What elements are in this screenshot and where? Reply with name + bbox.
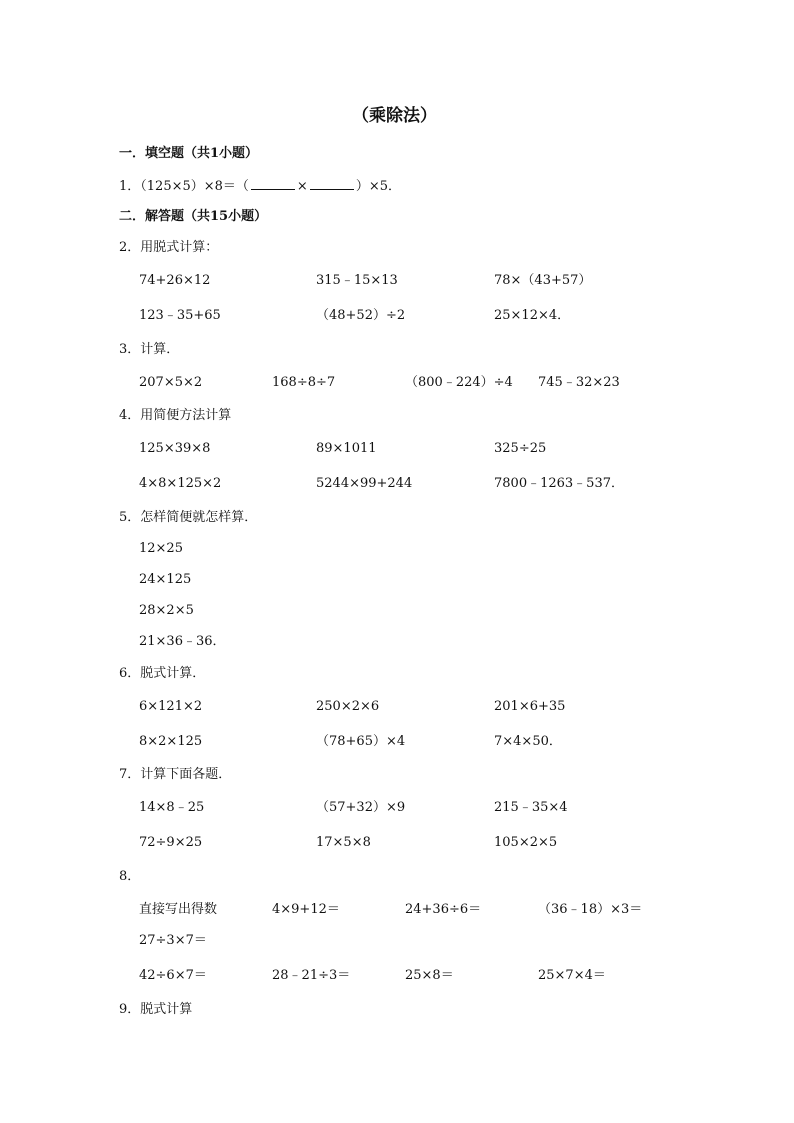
question-1-times: ×	[296, 179, 308, 194]
expression: （800﹣224）÷4	[405, 375, 513, 390]
expression: 5244×99+244	[316, 476, 413, 491]
expression: 7800﹣1263﹣537．	[494, 476, 624, 491]
expression: 78×（43+57）	[494, 273, 592, 288]
expression: 105×2×5	[494, 835, 558, 850]
expression: 6×121×2	[139, 699, 203, 714]
question-8-label: 8．	[119, 869, 141, 884]
expression: 24+36÷6＝	[405, 902, 482, 917]
expression: 315﹣15×13	[316, 273, 398, 288]
expression: 25×12×4．	[494, 308, 571, 323]
question-4-label: 4．用简便方法计算	[119, 408, 232, 423]
expression: （48+52）÷2	[316, 308, 406, 323]
expression: 27÷3×7＝	[139, 933, 207, 948]
expression: 28×2×5	[139, 603, 194, 618]
expression: （36﹣18）×3＝	[538, 902, 643, 917]
expression: 25×8＝	[405, 968, 454, 983]
expression: 4×9+12＝	[272, 902, 340, 917]
section-heading-fill-blank: 一．填空题（共1小题）	[119, 146, 259, 161]
question-2-label: 2．用脱式计算：	[119, 240, 219, 255]
expression: 14×8﹣25	[139, 800, 205, 815]
question-3-label: 3．计算．	[119, 342, 180, 357]
question-1	[119, 177, 401, 195]
page-title: （乘除法）	[352, 106, 437, 126]
expression: （57+32）×9	[316, 800, 406, 815]
expression: 123﹣35+65	[139, 308, 221, 323]
expression: （78+65）×4	[316, 734, 406, 749]
section-heading-solve: 二．解答题（共15小题）	[119, 209, 268, 224]
expression: 21×36﹣36．	[139, 634, 226, 649]
expression: 325÷25	[494, 441, 547, 456]
question-9-label: 9．脱式计算	[119, 1002, 193, 1017]
question-7-label: 7．计算下面各题．	[119, 767, 232, 782]
expression: 28﹣21÷3＝	[272, 968, 351, 983]
expression: 12×25	[139, 541, 183, 556]
expression: 42÷6×7＝	[139, 968, 207, 983]
answer-blank-1[interactable]	[251, 177, 295, 190]
answer-blank-2[interactable]	[310, 177, 354, 190]
expression: 24×125	[139, 572, 192, 587]
expression: 8×2×125	[139, 734, 203, 749]
expression: 250×2×6	[316, 699, 380, 714]
expression: 25×7×4＝	[538, 968, 606, 983]
expression: 17×5×8	[316, 835, 371, 850]
expression: 168÷8÷7	[272, 375, 336, 390]
expression: 125×39×8	[139, 441, 211, 456]
expression: 89×1011	[316, 441, 377, 456]
expression: 215﹣35×4	[494, 800, 568, 815]
question-1-prefix: 1．（125×5）×8＝（	[119, 179, 249, 194]
question-6-label: 6．脱式计算．	[119, 666, 206, 681]
question-5-label: 5．怎样简便就怎样算．	[119, 510, 258, 525]
expression: 7×4×50．	[494, 734, 562, 749]
expression: 4×8×125×2	[139, 476, 222, 491]
expression: 745﹣32×23	[538, 375, 620, 390]
expression: 72÷9×25	[139, 835, 203, 850]
instruction-text: 直接写出得数	[139, 902, 218, 917]
expression: 207×5×2	[139, 375, 203, 390]
expression: 201×6+35	[494, 699, 566, 714]
question-1-suffix: ）×5．	[355, 179, 401, 194]
expression: 74+26×12	[139, 273, 211, 288]
